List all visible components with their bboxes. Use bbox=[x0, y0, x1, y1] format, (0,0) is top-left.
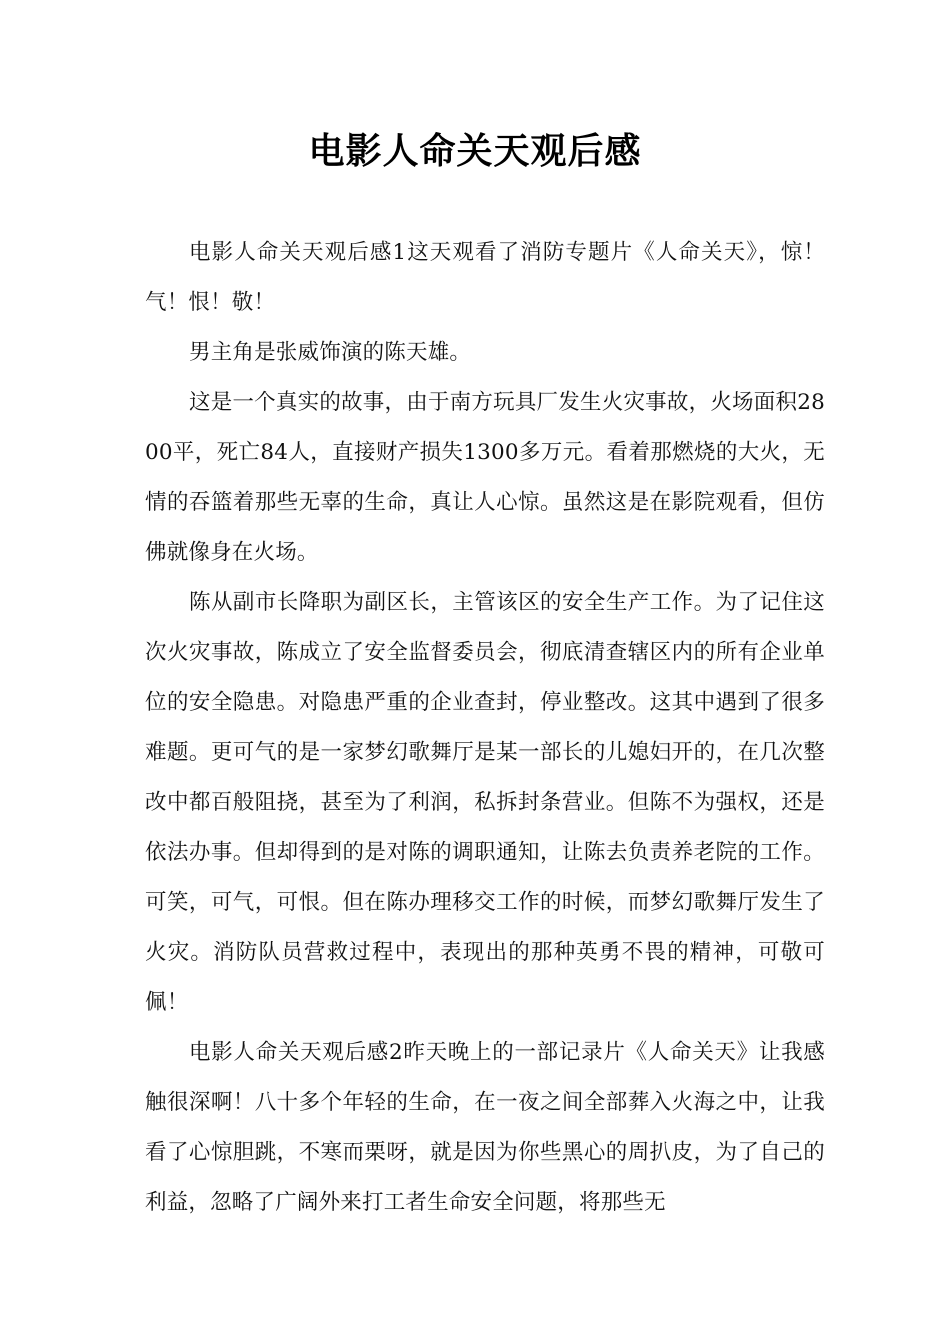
document-body bbox=[145, 228, 825, 1228]
document-title: 电影人命关天观后感 bbox=[308, 131, 642, 172]
paragraph-1: 电影人命关天观后感1这天观看了消防专题片《人命关天》，惊！气！恨！敬！ bbox=[145, 240, 825, 315]
paragraph-5: 电影人命关天观后感2昨天晚上的一部记录片《人命关天》让我感触很深啊！八十多个年轻的生命，在一夜之间全部葬入火海之中，让我看了心惊胆跳，不寒而栗呀，就是因为你些黑心的周扒皮，为了自己的利益，忽略了广阔外来打工者生命安全问题，将那些无 bbox=[145, 1040, 825, 1215]
paragraph-2: 男主角是张威饰演的陈天雄。 bbox=[189, 340, 472, 365]
paragraph-4: 陈从副市长降职为副区长，主管该区的安全生产工作。为了记住这次火灾事故，陈成立了安全监督委员会，彻底清查辖区内的所有企业单位的安全隐患。对隐患严重的企业查封，停业整改。这其中遇到了很多难题。更可气的是一家梦幻歌舞厅是某一部长的儿媳妇开的，在几次整改中都百般阻挠，甚至为了利润，私拆封条营业。但陈不为强权，还是依法办事。但却得到的是对陈的调职通知，让陈去负责养老院的工作。可笑，可气，可恨。但在陈办理移交工作的时候，而梦幻歌舞厅发生了火灾。消防队员营救过程中，表现出的那种英勇不畏的精神，可敬可佩！ bbox=[145, 590, 825, 1015]
paragraph-3: 这是一个真实的故事，由于南方玩具厂发生火灾事故，火场面积2800平，死亡84人，直接财产损失1300多万元。看着那燃烧的大火，无情的吞篮着那些无辜的生命，真让人心惊。虽然这是在影院观看，但仿佛就像身在火场。 bbox=[145, 390, 825, 565]
